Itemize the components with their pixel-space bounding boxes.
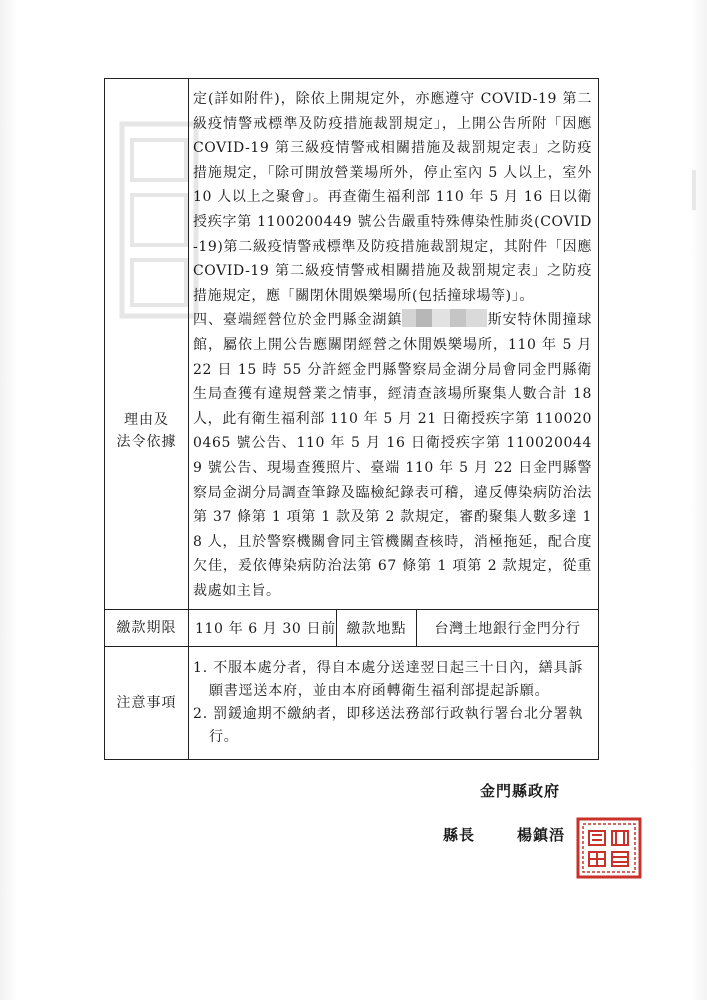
redacted-address — [402, 309, 487, 327]
penalty-form-table — [104, 78, 599, 760]
reason-row — [105, 79, 599, 610]
reason-paragraph-4-start: 四、臺端經營位於金門縣金湖鎮 — [193, 312, 403, 329]
reason-paragraph-continued: 定(詳如附件)，除依上開規定外，亦應遵守 COVID-19 第二級疫情警戒標準及防疫措施裁罰規定」，上開公告所附「因應 COVID-19 第三級疫情警戒相關措施及裁罰規定表」之防疫措施規定，「除可開放營業場所外，停止室內 5 人以上，室外 10 人以上之聚會」。再查衛生福利部 110 年 5 月 16 日以衛授疾字第 1100200449 號公告嚴重特殊傳染性肺炎(COVID-19)第二級疫情警戒標準及防疫措施裁罰規定，其附件「因應 COVID-19 第二級疫情警戒相關措施及裁罰規定表」之防疫措施規定，應「關閉休閒娛樂場所(包括撞球場等)」。 — [193, 91, 593, 304]
notes-label: 注意事項 — [105, 647, 189, 760]
reason-label-line-2: 法令依據 — [116, 434, 177, 450]
reason-label-line-1: 理由及 — [124, 412, 169, 428]
reason-paragraph-4-rest: 斯安特休閒撞球館，屬依上開公告應關閉經營之休閒娛樂場所，110 年 5 月 22 日 15 時 55 分許經金門縣警察局金湖分局會同金門縣衛生局查獲有違規營業之情事，經清查該場所聚集人數合計 18 人，此有衛生福利部 110 年 5 月 21 日衛授疾字第 1100200465 號公告、110 年 5 月 16 日衛授疾字第 1100200449 號公告、現場查獲照片、臺端 110 年 5 月 22 日金門縣警察局金湖分局調查筆錄及臨檢紀錄表可稽，違反傳染病防治法第 37 條第 1 項第 1 款及第 2 款規定，審酌聚集人數多達 18 人，且於警察機關會同主管機關查核時，消極拖延，配合度欠佳，爰依傳染病防治法第 67 條第 1 項第 2 款規定，從重裁處如主旨。 — [193, 312, 593, 599]
note-item-1: 1. 不服本處分者，得自本處分送達翌日起三十日內，繕具訴願書逕送本府，並由本府函轉衛生福利部提起訴願。 — [193, 660, 584, 699]
deadline-row — [105, 610, 599, 647]
payment-place-label: 繳款地點 — [337, 610, 417, 647]
mayor-signature — [443, 824, 565, 845]
notes-row — [105, 647, 599, 760]
reason-paragraph-4 — [193, 308, 592, 603]
notes-body-cell — [189, 647, 599, 760]
mayor-title: 縣長 — [443, 826, 476, 844]
deadline-value: 110 年 6 月 30 日前 — [189, 610, 337, 647]
reason-label-cell — [105, 79, 189, 610]
official-red-seal — [576, 817, 642, 879]
payment-place-value: 台灣土地銀行金門分行 — [417, 610, 599, 647]
deadline-label: 繳款期限 — [105, 610, 189, 647]
scan-edge-mark — [692, 170, 696, 210]
note-item-2: 2. 罰鍰逾期不繳納者，即移送法務部行政執行署台北分署執行。 — [193, 706, 584, 745]
reason-body-cell — [189, 79, 599, 610]
mayor-name: 楊鎮浯 — [517, 826, 566, 844]
issuing-government: 金門縣政府 — [480, 782, 561, 800]
